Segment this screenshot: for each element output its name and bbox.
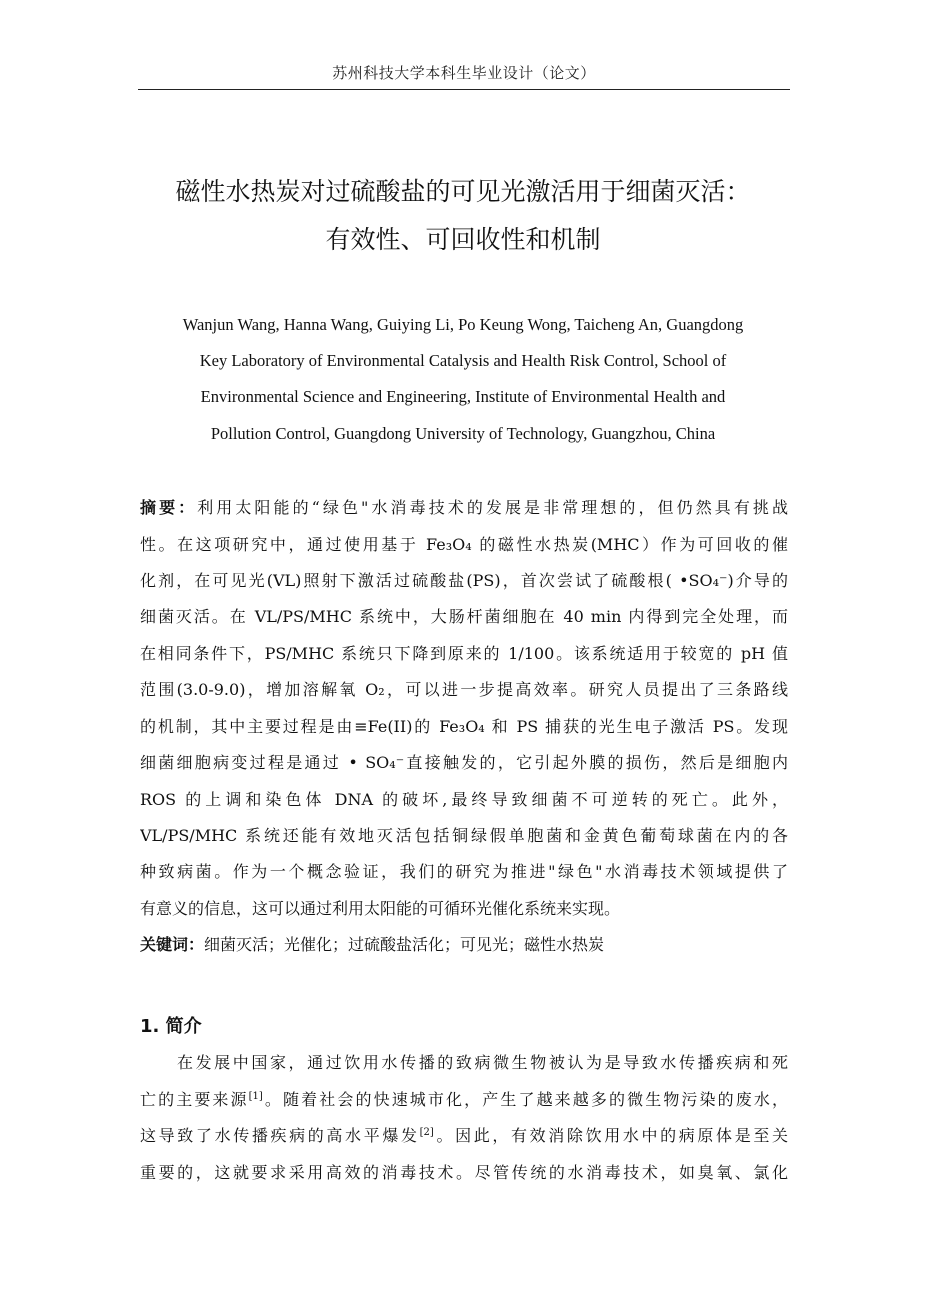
running-header: 苏州科技大学本科生毕业设计（论文） (332, 64, 596, 82)
title-line-1: 磁性水热炭对过硫酸盐的可见光激活用于细菌灭活： (175, 177, 751, 206)
intro-text: 亡的主要来源 (140, 1090, 249, 1109)
abstract-line: ROS 的上调和染色体 DNA 的破坏,最终导致细菌不可逆转的死亡。此外， (140, 790, 788, 809)
section-heading-intro: 1. 简介 (140, 1016, 202, 1037)
abstract-line: 细菌灭活。在 VL/PS/MHC 系统中，大肠杆菌细胞在 40 min 内得到完全处理，而 (140, 607, 788, 626)
intro-text: 这导致了水传播疾病的高水平爆发 (140, 1126, 420, 1145)
affiliation-line: Environmental Science and Engineering, Institute of Environmental Health and (200, 387, 726, 406)
keywords-label: 关键词： (140, 935, 205, 954)
keywords (140, 934, 788, 956)
header-rule (138, 89, 790, 90)
abstract-line: VL/PS/MHC 系统还能有效地灭活包括铜绿假单胞菌和金黄色葡萄球菌在内的各 (140, 826, 788, 845)
affiliation-line: Pollution Control, Guangdong University of Technology, Guangzhou, China (210, 424, 716, 443)
abstract-line: 细菌细胞病变过程是通过 • SO₄⁻直接触发的，它引起外膜的损伤，然后是细胞内 (140, 753, 788, 772)
intro-line (140, 1125, 788, 1147)
abstract-line: 性。在这项研究中，通过使用基于 Fe₃O₄ 的磁性水热炭(MHC）作为可回收的催 (140, 535, 788, 554)
abstract-label: 摘要： (140, 498, 198, 517)
abstract-line: 有意义的信息，这可以通过利用太阳能的可循环光催化系统来实现。 (140, 899, 621, 918)
intro-line (140, 1089, 788, 1111)
affiliation-line: Key Laboratory of Environmental Catalysis and Health Risk Control, School of (199, 351, 727, 370)
abstract-line: 种致病菌。作为一个概念验证，我们的研究为推进"绿色"水消毒技术领域提供了 (140, 862, 788, 881)
abstract-text: 利用太阳能的“绿色"水消毒技术的发展是非常理想的，但仍然具有挑战 (197, 498, 788, 517)
keywords-text: 细菌灭活；光催化；过硫酸盐活化；可见光；磁性水热炭 (204, 935, 605, 954)
abstract-line: 化剂，在可见光(VL)照射下激活过硫酸盐(PS)，首次尝试了硫酸根( •SO₄⁻)介导的 (140, 571, 788, 590)
abstract-line (140, 497, 788, 519)
intro-line: 在发展中国家，通过饮用水传播的致病微生物被认为是导致水传播疾病和死 (177, 1053, 788, 1072)
affiliation-line: Wanjun Wang, Hanna Wang, Guiying Li, Po Keung Wong, Taicheng An, Guangdong (182, 315, 744, 334)
abstract-line: 范围(3.0-9.0)，增加溶解氧 O₂，可以进一步提高效率。研究人员提出了三条路线 (140, 680, 788, 699)
intro-text: 。随着社会的快速城市化，产生了越来越多的微生物污染的废水， (262, 1090, 788, 1109)
citation-ref: [2] (419, 1127, 434, 1138)
intro-text: 。因此，有效消除饮用水中的病原体是至关 (433, 1126, 788, 1145)
citation-ref: [1] (248, 1091, 263, 1102)
abstract-line: 的机制，其中主要过程是由≡Fe(II)的 Fe₃O₄ 和 PS 捕获的光生电子激活 PS。发现 (140, 717, 788, 736)
intro-line: 重要的，这就要求采用高效的消毒技术。尽管传统的水消毒技术，如臭氧、氯化 (140, 1163, 788, 1182)
title-line-2: 有效性、可回收性和机制 (325, 225, 601, 254)
abstract-line: 在相同条件下，PS/MHC 系统只下降到原来的 1/100。该系统适用于较宽的 pH 值 (140, 644, 788, 663)
